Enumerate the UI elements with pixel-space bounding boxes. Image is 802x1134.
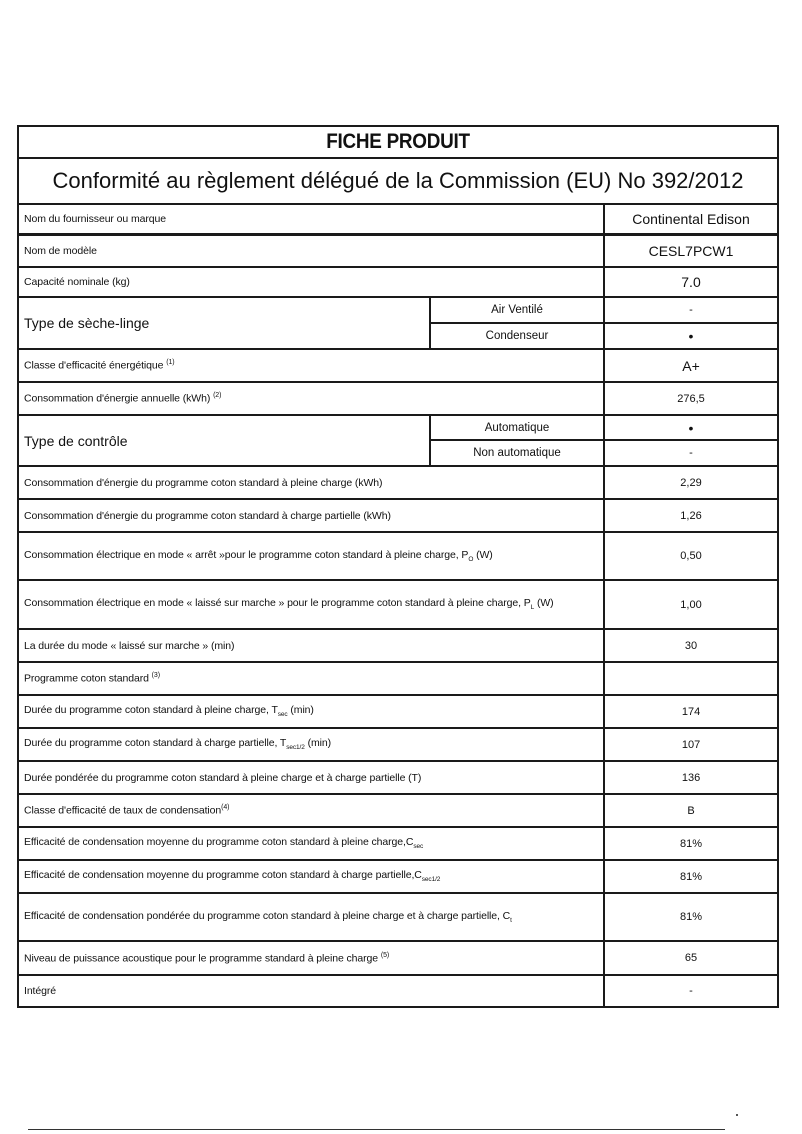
duration-full-value: 174 bbox=[604, 695, 778, 728]
table-row bbox=[18, 695, 778, 728]
sheet-title: FICHE PRODUIT bbox=[56, 126, 740, 158]
condenser-label: Condenseur bbox=[430, 323, 604, 349]
integrated-label: Intégré bbox=[18, 975, 604, 1007]
left-on-duration-value: 30 bbox=[604, 629, 778, 662]
energy-class-label: Classe d'efficacité énergétique $^{(1)}$ bbox=[18, 349, 604, 382]
energy-full-label: Consommation d'énergie du programme coton standard à pleine charge (kWh) bbox=[18, 466, 604, 499]
air-vented-value: - bbox=[604, 297, 778, 323]
energy-partial-label: Consommation d'énergie du programme coton standard à charge partielle (kWh) bbox=[18, 499, 604, 532]
table-row bbox=[18, 580, 778, 629]
energy-partial-value: 1,26 bbox=[604, 499, 778, 532]
table-row bbox=[18, 941, 778, 975]
dryer-type-label: Type de sèche-linge bbox=[18, 297, 430, 349]
table-row bbox=[18, 794, 778, 827]
page-footer-rule bbox=[28, 1129, 725, 1130]
std-program-label: Programme coton standard $^{(3)}$ bbox=[18, 662, 604, 695]
table-row bbox=[18, 267, 778, 297]
product-fiche-table bbox=[17, 125, 779, 1008]
duration-partial-value: 107 bbox=[604, 728, 778, 761]
integrated-value: - bbox=[604, 975, 778, 1007]
model-label: Nom de modèle bbox=[18, 234, 604, 267]
duration-full-label: Durée du programme coton standard à pleine charge, $T_{sec}$ (min) bbox=[18, 695, 604, 728]
table-row bbox=[18, 466, 778, 499]
energy-class-value: A+ bbox=[604, 349, 778, 382]
table-row bbox=[18, 629, 778, 662]
condenser-value: • bbox=[604, 323, 778, 349]
cond-partial-label: Efficacité de condensation moyenne du programme coton standard à charge $partielle,C_{sec1/2}$ bbox=[18, 860, 604, 893]
power-off-value: 0,50 bbox=[604, 532, 778, 580]
table-row bbox=[18, 761, 778, 794]
annual-energy-value: 276,5 bbox=[604, 382, 778, 415]
noise-label: Niveau de puissance acoustique pour le programme standard à pleine charge $^{(5)}$ bbox=[18, 941, 604, 975]
power-off-label: Consommation électrique en mode « arrêt »pour le programme coton standard à pleine charge, $P_O$ (W) bbox=[18, 532, 604, 580]
duration-partial-label: Durée du programme coton standard à charge partielle, $T_{sec1/2}$ (min) bbox=[18, 728, 604, 761]
power-left-on-label: Consommation électrique en mode « laissé sur marche » pour le programme coton standard à pleine charge, $P_L$ (W) bbox=[18, 580, 604, 629]
table-row bbox=[18, 349, 778, 382]
page-mark bbox=[736, 1114, 738, 1116]
table-row bbox=[18, 204, 778, 234]
subtitle-row bbox=[18, 158, 778, 204]
model-value: CESL7PCW1 bbox=[604, 234, 778, 267]
supplier-value: Continental Edison bbox=[604, 204, 778, 234]
condensation-class-label: Classe d'efficacité de taux de condensation$^{(4)}$ bbox=[18, 794, 604, 827]
table-row bbox=[18, 382, 778, 415]
product-sheet bbox=[17, 125, 777, 1008]
annual-energy-label: Consommation d'énergie annuelle (kWh) $^{(2)}$ bbox=[18, 382, 604, 415]
cond-partial-value: 81% bbox=[604, 860, 778, 893]
duration-weighted-label: Durée pondérée du programme coton standard à pleine charge et à charge partielle (T) bbox=[18, 761, 604, 794]
table-row bbox=[18, 499, 778, 532]
capacity-value: 7.0 bbox=[604, 267, 778, 297]
table-row bbox=[18, 234, 778, 267]
energy-full-value: 2,29 bbox=[604, 466, 778, 499]
non-automatic-value: - bbox=[604, 440, 778, 466]
table-row bbox=[18, 975, 778, 1007]
footnote-ref: (5) bbox=[380, 951, 390, 959]
table-row bbox=[18, 297, 778, 323]
cond-full-label: Efficacité de condensation moyenne du programme coton standard à pleine $charge,C_{sec}$ bbox=[18, 827, 604, 860]
title-row bbox=[18, 126, 778, 158]
noise-value: 65 bbox=[604, 941, 778, 975]
control-type-label: Type de contrôle bbox=[18, 415, 430, 466]
sheet-subtitle: Conformité au règlement délégué de la Commission (EU) No 392/2012 bbox=[18, 158, 778, 204]
table-row bbox=[18, 860, 778, 893]
footnote-ref: (1) bbox=[166, 359, 175, 367]
non-automatic-label: Non automatique bbox=[430, 440, 604, 466]
footnote-ref: (4) bbox=[221, 804, 230, 812]
automatic-label: Automatique bbox=[430, 415, 604, 440]
automatic-value: • bbox=[604, 415, 778, 440]
cond-full-value: 81% bbox=[604, 827, 778, 860]
cond-weighted-label: Efficacité de condensation pondérée du programme coton standard à pleine charge et à charge partielle, $C_t$ bbox=[18, 893, 604, 941]
cond-weighted-value: 81% bbox=[604, 893, 778, 941]
table-row bbox=[18, 728, 778, 761]
air-vented-label: Air Ventilé bbox=[430, 297, 604, 323]
duration-weighted-value: 136 bbox=[604, 761, 778, 794]
table-row bbox=[18, 415, 778, 440]
condensation-class-value: B bbox=[604, 794, 778, 827]
footnote-ref: (2) bbox=[213, 392, 222, 400]
power-left-on-value: 1,00 bbox=[604, 580, 778, 629]
supplier-label: Nom du fournisseur ou marque bbox=[18, 204, 604, 234]
table-row bbox=[18, 532, 778, 580]
table-row bbox=[18, 827, 778, 860]
table-row bbox=[18, 893, 778, 941]
capacity-label: Capacité nominale (kg) bbox=[18, 267, 604, 297]
footnote-ref: (3) bbox=[151, 672, 160, 680]
std-program-value bbox=[604, 662, 778, 695]
table-row bbox=[18, 662, 778, 695]
left-on-duration-label: La durée du mode « laissé sur marche » (min) bbox=[18, 629, 604, 662]
